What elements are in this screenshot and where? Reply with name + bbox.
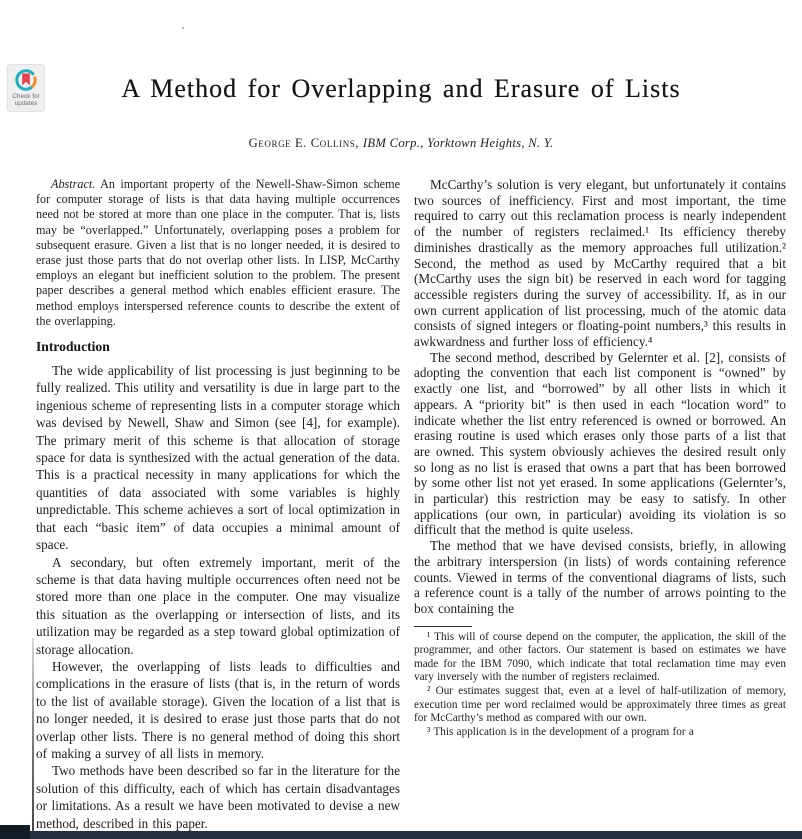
scan-artifact-corner — [0, 825, 30, 839]
footnote: ¹ This will of course depend on the computer, the application, the skill of the programmer, and other factors. Our statement is based on estimates we have made for the IBM 7090, which indicate that total reclamation time may even vary inversely with the number of registers reclaimed. — [414, 630, 786, 684]
author-name: George E. Collins, — [248, 136, 363, 150]
scan-artifact-line — [32, 638, 34, 834]
scan-speck — [182, 27, 184, 29]
paragraph: The method that we have devised consists, briefly, in allowing the arbitrary interspersion (in lists) of words containing reference counts. Viewed in terms of the conventional diagrams of lists, such a reference count is a tally of the number of arrows pointing to the box containing the — [414, 538, 786, 616]
paragraph: However, the overlapping of lists leads to difficulties and complications in the erasure of lists (that is, in the return of words to the list of available storage). Given the location of a list that is no longer needed, it is desired to erase just those parts that do not overlap other lists. There is no general method of doing this short of making a survey of all lists in memory. — [36, 658, 400, 761]
paragraph: A secondary, but often extremely important, merit of the scheme is that data having multiple occurrences often need not be stored more than one place in the computer. One may visualize this situation as the overlapping or intersection of lists, and its utilization may be regarded as a step toward global optimization of storage allocation. — [36, 554, 400, 657]
abstract-text: An important property of the Newell-Shaw-Simon scheme for computer storage of lists is that data having multiple occurrences need not be stored at more than one place in the computer. That is, lists may be “overlapped.” Unfortunately, overlapping poses a problem for subsequent erasure. Given a list that is no longer needed, it is desired to erase just those parts that do not overlap other lists. In LISP, McCarthy employs an elegant but inefficient solution to the problem. The present paper describes a general method which enables efficient erasure. The method employs interspersed reference counts to describe the extent of the overlapping. — [36, 177, 400, 328]
paragraph: The wide applicability of list processing is just beginning to be fully realized. This utility and versatility is due in large part to the ingenious scheme of representing lists in a computer storage which was devised by Newell, Shaw and Simon (see [4], for example). The primary merit of this scheme is that allocation of storage space for data is synthesized with the actual generation of the data. This is a practical necessity in many applications for which the quantities of data associated with some variables is highly unpredictable. This scheme achieves a sort of local optimization in that each “basic item” of data occupies a minimal amount of space. — [36, 363, 400, 553]
right-column — [414, 177, 786, 739]
crossmark-label: Check for updates — [12, 93, 40, 107]
author-line — [0, 136, 802, 151]
paragraph: The second method, described by Gelernter et al. [2], consists of adopting the convention that each list component is “owned” by exactly one list, and “borrowed” by all other lists in which it appears. A “priority bit” is then used in each “location word” to indicate whether the list entry referenced is owned or borrowed. An erasing routine is used which erases only those parts of a list that are owned. This system obviously achieves the desired result only so long as no list is erased that owns a part that has been borrowed by some other list not yet erased. In some applications (Gelernter’s, in particular) this restriction may be easy to satisfy. In other applications (our own, in particular) avoiding its violation is so difficult that the method is quite useless. — [414, 349, 786, 538]
abstract-label: Abstract. — [51, 177, 96, 191]
paragraph: McCarthy’s solution is very elegant, but unfortunately it contains two sources of inefficiency. First and most important, the time required to carry out this reclamation process is nearly independent of the number of registers reclaimed.¹ Its efficiency thereby diminishes drastically as the memory approaches full utilization.² Second, the method as used by McCarthy required that a bit (McCarthy uses the sign bit) be reserved in each word for tagging accessible registers during the survey of accessibility. If, as in our own current application of list processing, much of the atomic data consists of signed integers or floating-point numbers,³ this results in awkwardness and further loss of efficiency.⁴ — [414, 177, 786, 350]
paragraph: Two methods have been described so far in the literature for the solution of this difficulty, each of which has certain disadvantages or limitations. As a result we have been motivated to devise a new method, described in this paper. — [36, 763, 400, 831]
footnote-rule — [414, 626, 472, 627]
section-heading-introduction: Introduction — [36, 339, 110, 355]
footnote: ³ This application is in the development of a program for a — [427, 725, 694, 738]
author-affiliation: IBM Corp., Yorktown Heights, N. Y. — [362, 136, 554, 150]
page-title: A Method for Overlapping and Erasure of Lists — [121, 74, 681, 103]
scan-artifact-bar — [0, 831, 802, 839]
abstract — [36, 177, 400, 329]
footnote: ² Our estimates suggest that, even at a level of half-utilization of memory, execution time per word reclaimed would be approximately three times as great for McCarthy’s method as compared with our own. — [414, 685, 786, 725]
left-column — [36, 177, 400, 832]
